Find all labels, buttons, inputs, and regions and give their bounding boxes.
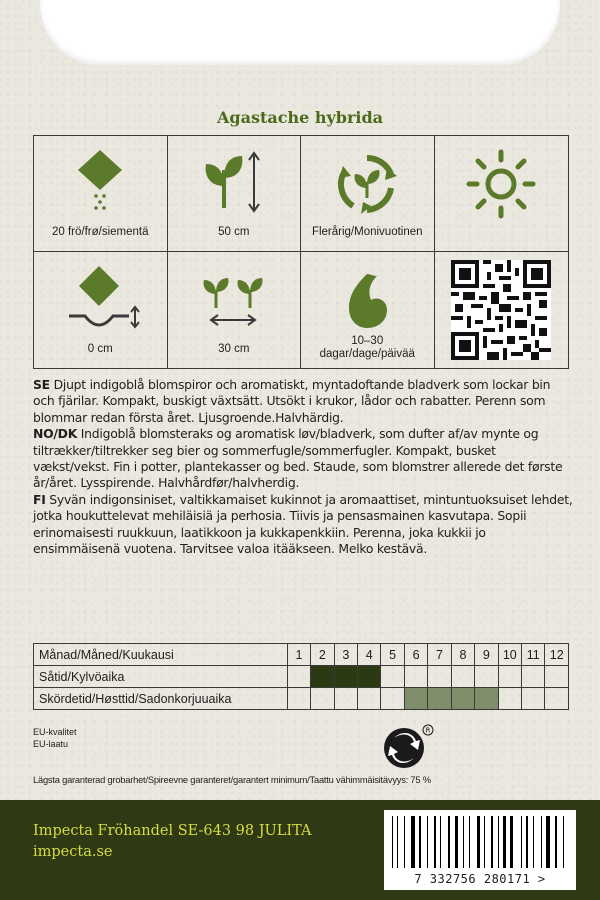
barcode-bar: [494, 816, 495, 868]
month-header: Månad/Måned/Kuukausi: [34, 644, 288, 666]
germination-icon: [327, 264, 407, 334]
harvest-label: Skördetid/Høsttid/Sadonkorjuuaika: [34, 688, 288, 710]
month-6: 6: [404, 644, 427, 666]
growing-calendar: [33, 643, 569, 710]
month-4: 4: [358, 644, 381, 666]
harvest-row: [34, 688, 569, 710]
germination-guarantee: Lägsta garanterad grobarhet/Spireevne garanteret/garantert minimum/Taattu vähimmäisitävyys: 75 %: [33, 775, 431, 785]
calendar-cell: [498, 688, 521, 710]
spacing-icon: [194, 264, 274, 334]
calendar-cell: [404, 666, 427, 688]
calendar-cell: [334, 666, 357, 688]
sowing-depth-cell: [34, 252, 168, 368]
calendar-cell: [428, 688, 451, 710]
barcode-bar: [510, 816, 512, 868]
germination-label: 10–30 dagar/dage/päivää: [319, 335, 415, 360]
calendar-cell: [358, 666, 381, 688]
description-se: SE Djupt indigoblå blomspiror och aromatiskt, myntadoftande bladverk som lockar bin och fjärilar. Kompakt, buskigt växtsätt. Utsökt i krukor, lådor och rabatter. Perenn som blommar redan första året. Ljusgroende.Halvhärdig.: [33, 377, 551, 425]
company-address: Impecta Fröhandel SE-643 98 JULITA: [33, 823, 312, 839]
sun-icon: [461, 144, 541, 224]
calendar-cell: [522, 666, 545, 688]
seeds-icon: [60, 148, 140, 218]
calendar-cell: [522, 688, 545, 710]
height-label: 50 cm: [218, 226, 250, 238]
growing-info-grid: [33, 135, 569, 369]
barcode-bar: [500, 816, 501, 868]
month-5: 5: [381, 644, 404, 666]
calendar-cell: [545, 688, 569, 710]
month-7: 7: [428, 644, 451, 666]
calendar-cell: [404, 688, 427, 710]
month-12: 12: [545, 644, 569, 666]
barcode-bar: [559, 816, 560, 868]
spacing-cell: [168, 252, 302, 368]
calendar-cell: [475, 688, 498, 710]
barcode-bar: [533, 816, 534, 868]
barcode-bar: [536, 816, 538, 868]
month-9: 9: [475, 644, 498, 666]
sun-cell: [435, 136, 569, 252]
spacing-label: 30 cm: [218, 343, 250, 355]
descriptions: [33, 377, 573, 557]
calendar-cell: [311, 688, 334, 710]
month-2: 2: [311, 644, 334, 666]
barcode-bar: [521, 816, 522, 868]
barcode-bar: [404, 816, 405, 868]
svg-text:R: R: [425, 726, 431, 735]
company-info: [33, 821, 311, 863]
barcode-bar: [531, 816, 532, 868]
calendar-cell: [498, 666, 521, 688]
barcode-bar: [477, 816, 481, 868]
barcode-bar: [508, 816, 509, 868]
footer-bar: [0, 800, 600, 900]
barcode-bar: [437, 816, 438, 868]
calendar-cell: [451, 666, 474, 688]
hanger-cutout: [40, 0, 560, 65]
calendar-cell: [311, 666, 334, 688]
barcode-bar: [424, 816, 426, 868]
barcode-bar: [565, 816, 566, 868]
species-title: Agastache hybrida: [216, 108, 384, 127]
barcode-bar: [401, 816, 403, 868]
calendar-cell: [287, 666, 310, 688]
barcode-bar: [541, 816, 542, 868]
barcode-bar: [491, 816, 492, 868]
calendar-cell: [428, 666, 451, 688]
calendar-header-row: [34, 644, 569, 666]
month-11: 11: [522, 644, 545, 666]
month-8: 8: [451, 644, 474, 666]
barcode-bar: [469, 816, 470, 868]
barcode-bar: [407, 816, 408, 868]
barcode-number: 7 332756 280171 >: [414, 872, 546, 886]
barcode-bar: [523, 816, 524, 868]
barcode-bar: [451, 816, 452, 868]
barcode-bar: [553, 816, 554, 868]
barcode-bar: [430, 816, 431, 868]
lifecycle-label: Flerårig/Monivuotinen: [311, 226, 423, 238]
qr-code-icon[interactable]: [451, 260, 551, 360]
barcode-bar: [526, 816, 528, 868]
barcode-bar: [503, 816, 505, 868]
barcode-bar: [484, 816, 485, 868]
seed-count-label: 20 frö/frø/siementä: [51, 226, 149, 238]
barcode-bar: [515, 816, 519, 868]
barcode-bar: [416, 816, 417, 868]
barcode-bar: [397, 816, 398, 868]
company-website[interactable]: impecta.se: [33, 844, 113, 860]
barcode-bar: [440, 816, 441, 868]
calendar-cell: [545, 666, 569, 688]
perennial-icon: [327, 148, 407, 218]
barcode-bar: [411, 816, 415, 868]
barcode-bars: [392, 816, 568, 868]
barcode-bar: [488, 816, 490, 868]
calendar-cell: [334, 688, 357, 710]
barcode-bar: [463, 816, 464, 868]
barcode-bar: [467, 816, 468, 868]
calendar-cell: [287, 688, 310, 710]
barcode-bar: [555, 816, 557, 868]
seed-count-cell: [34, 136, 168, 252]
height-icon: [194, 148, 274, 218]
height-cell: [168, 136, 302, 252]
calendar-cell: [475, 666, 498, 688]
barcode-bar: [546, 816, 550, 868]
barcode-bar: [394, 816, 395, 868]
germination-cell: [301, 252, 435, 368]
calendar-cell: [451, 688, 474, 710]
qr-cell: [435, 252, 569, 368]
month-3: 3: [334, 644, 357, 666]
barcode-bar: [459, 816, 461, 868]
lifecycle-cell: [301, 136, 435, 252]
month-10: 10: [498, 644, 521, 666]
description-fi: FI Syvän indigonsiniset, valtikkamaiset kukinnot ja aromaattiset, mintuntuoksuiset lehdet, jotka houkuttelevat mehiläisiä ja perhosia. Tiivis ja pensasmainen kasvutapa. Sopii erinomaisesti ruukkuun, laatikkoon ja kukkapenkkiin. Perenna, joka kukkii jo ensimmäisenä vuotena. Tarvitsee valoa itääkseen. Melko kestävä.: [33, 491, 573, 557]
barcode-bar: [543, 816, 544, 868]
calendar-cell: [381, 688, 404, 710]
description-no-dk: NO/DK Indigoblå blomsteraks og aromatisk løv/bladverk, som dufter af/av mynte og tiltrækker/tiltrekker seg bier og sommerfugle/sommerfugler. Kompakt, busket vækst/vekst. Fin i potter, plantekasser og bed. Staude, som blomstrer allerede det første år/året. Lysspirende. Halvhårdfør/halvherdig.: [33, 426, 563, 491]
barcode-bar: [444, 816, 448, 868]
sowing-label: Såtid/Kylvöaika: [34, 666, 288, 688]
barcode-bar: [419, 816, 421, 868]
eu-quality: EU-kvalitet EU-laatu: [33, 727, 77, 749]
barcode-bar: [392, 816, 393, 868]
month-1: 1: [287, 644, 310, 666]
barcode-bar: [448, 816, 449, 868]
calendar-cell: [381, 666, 404, 688]
barcode-bar: [481, 816, 482, 868]
sowing-row: [34, 666, 569, 688]
barcode-bar: [455, 816, 457, 868]
sowing-depth-label: 0 cm: [87, 343, 113, 355]
barcode-bar: [427, 816, 428, 868]
barcode-bar: [498, 816, 499, 868]
barcode: [384, 810, 576, 890]
calendar-cell: [358, 688, 381, 710]
barcode-bar: [472, 816, 474, 868]
green-dot-recycling-icon: [382, 722, 436, 772]
barcode-bar: [563, 816, 564, 868]
sowing-depth-icon: [55, 264, 145, 336]
barcode-bar: [434, 816, 436, 868]
